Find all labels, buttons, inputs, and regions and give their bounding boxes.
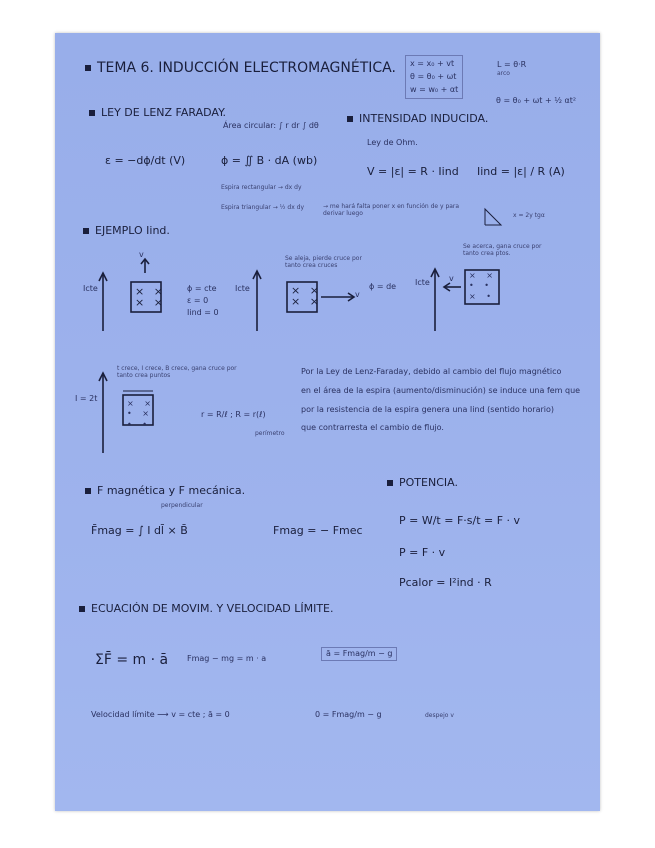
tri-loop-remark: → me hará falta poner x en función de y para derivar luego: [323, 203, 460, 218]
mixed-marks-4: × × • × • •: [127, 399, 155, 429]
case1-line: ϕ = cte: [187, 284, 217, 293]
velocity-label-2: v: [355, 290, 360, 299]
rect-loop-note: Espira rectangular → dx dy: [221, 184, 302, 191]
lenz-explanation: [301, 363, 580, 438]
mixed-marks-3: × × • • × •: [469, 271, 497, 301]
angle-formula: θ = θ₀ + ωt + ½ αt²: [496, 96, 577, 105]
limit-velocity: Velocidad límite ⟶ v = cte ; ā = 0: [91, 710, 230, 719]
flux-formula: ϕ = ∬ B · dA (wb): [221, 154, 318, 167]
cross-marks-1: × × × ×: [135, 285, 166, 309]
resistance-formula: r = R/ℓ ; R = r(ℓ): [201, 410, 266, 419]
intensity-heading: INTENSIDAD INDUCIDA.: [347, 113, 488, 124]
case2-flux: ϕ = de: [369, 282, 397, 291]
case1-line: ε = 0: [187, 296, 209, 305]
fmag-fmec: Fmag = − Fmec: [273, 524, 363, 537]
current-label-3: Icte: [415, 278, 430, 287]
current-label-1: Icte: [83, 284, 98, 293]
induced-current-eq: Iind = |ε| / R (A): [477, 165, 565, 178]
emf-formula: ε = −dϕ/dt (V): [105, 154, 186, 167]
faraday-heading: LEY DE LENZ FARADAY.: [89, 107, 226, 118]
fmag-integral: F̄mag = ∫ I dl̄ × B̄: [91, 524, 188, 537]
case3-note: Se acerca, gana cruce por tanto crea ptos.: [463, 243, 542, 258]
ohm-law: Ley de Ohm.: [367, 138, 418, 147]
bullet-icon: [387, 480, 393, 486]
perpendicular-note: perpendicular: [161, 502, 203, 509]
ohm-eq: V = |ε| = R · Iind: [367, 165, 459, 178]
power-eq2: P = F · v: [399, 546, 446, 559]
case1-results: [187, 283, 219, 319]
page-title: TEMA 6. INDUCCIÓN ELECTROMAGNÉTICA.: [85, 61, 396, 75]
arc-length-formula: L = θ·R arco: [497, 60, 527, 77]
current-label-2: Icte: [235, 284, 250, 293]
explanation-line: en el área de la espira (aumento/disminución) se induce una fem que: [301, 385, 581, 395]
tri-loop-note: Espira triangular → ½ dx dy: [221, 204, 305, 211]
bullet-icon: [85, 488, 91, 494]
kinematics-line: θ = θ₀ + ωt: [410, 71, 457, 81]
perimeter-note: perímetro: [255, 430, 285, 437]
explanation-line: Por la Ley de Lenz-Faraday, debido al cambio del flujo magnético: [301, 367, 562, 376]
newton-eq: ΣF̄ = m · ā: [95, 652, 169, 668]
motion-heading: ECUACIÓN DE MOVIM. Y VELOCIDAD LÍMITE.: [79, 603, 334, 614]
notebook-page: [55, 33, 600, 811]
kinematics-line: w = w₀ + αt: [410, 84, 459, 94]
circular-area: Área circular: ∫ r dr ∫ dθ: [223, 121, 319, 130]
example-heading: EJEMPLO Iind.: [83, 225, 170, 236]
power-eq3: Pcalor = I²ind · R: [399, 576, 492, 589]
bullet-icon: [79, 606, 85, 612]
forces-heading: F magnética y F mecánica.: [85, 485, 245, 496]
cross-marks-2: × × × ×: [291, 284, 322, 308]
case4-note: t crece, I crece, B crece, gana cruce por tanto crea puntos: [117, 365, 237, 380]
limit-eq: 0 = Fmag/m − g: [315, 710, 382, 719]
solve-note: despejo v: [425, 712, 454, 719]
power-heading: POTENCIA.: [387, 477, 458, 488]
case1-line: Iind = 0: [187, 308, 219, 317]
current-label-4: I = 2t: [75, 394, 98, 403]
explanation-line: por la resistencia de la espira genera una Iind (sentido horario): [301, 404, 555, 414]
velocity-label-1: v: [139, 250, 144, 259]
kinematics-line: x = x₀ + vt: [410, 59, 455, 68]
explanation-line: que contrarresta el cambio de flujo.: [301, 423, 444, 433]
case2-note: Se aleja, pierde cruce por tanto crea cruces: [285, 255, 362, 270]
acceleration-eq: ā = Fmag/m − g: [321, 647, 397, 661]
force-balance: Fmag − mg = m · a: [187, 654, 267, 663]
tri-eq: x = 2y tgα: [513, 212, 545, 219]
velocity-label-3: v: [449, 274, 454, 283]
power-eq1: P = W/t = F·s/t = F · v: [399, 514, 521, 527]
